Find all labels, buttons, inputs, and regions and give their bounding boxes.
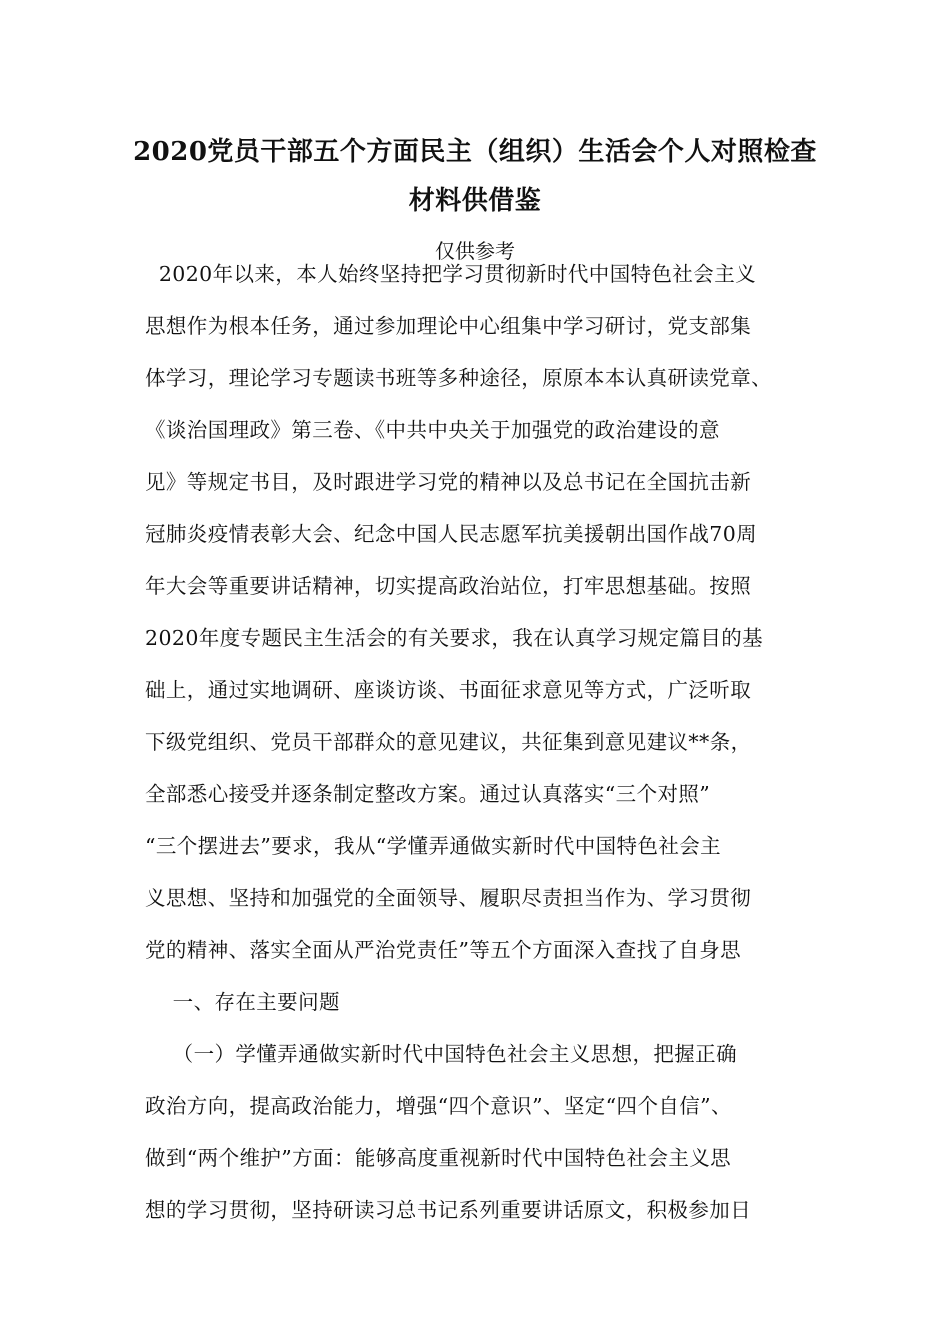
body-line: 思想作为根本任务，通过参加理论中心组集中学习研讨，党支部集 — [145, 314, 752, 338]
body-line: 2020年度专题民主生活会的有关要求，我在认真学习规定篇目的基 — [145, 626, 764, 650]
document-title-line-1: 2020党员干部五个方面民主（组织）生活会个人对照检查 — [133, 137, 817, 167]
body-line: 下级党组织、党员干部群众的意见建议，共征集到意见建议**条， — [145, 730, 752, 754]
body-line: 础上，通过实地调研、座谈访谈、书面征求意见等方式，广泛听取 — [145, 678, 752, 702]
body-line: 想的学习贯彻，坚持研读习总书记系列重要讲话原文，积极参加日 — [145, 1198, 752, 1222]
body-line: 年大会等重要讲话精神，切实提高政治站位，打牢思想基础。按照 — [145, 574, 752, 598]
section-heading: 一、存在主要问题 — [145, 990, 340, 1014]
body-line: （一）学懂弄通做实新时代中国特色社会主义思想，把握正确 — [145, 1042, 737, 1066]
body-line: 全部悉心接受并逐条制定整改方案。通过认真落实“三个对照” — [145, 782, 711, 806]
body-line: 体学习，理论学习专题读书班等多种途径，原原本本认真研读党章、 — [145, 366, 772, 390]
body-line: 《谈治国理政》第三卷、《中共中央关于加强党的政治建设的意 — [145, 418, 720, 442]
body-line: 政治方向，提高政治能力，增强“四个意识”、坚定“四个自信”、 — [145, 1094, 732, 1118]
body-line: 党的精神、落实全面从严治党责任”等五个方面深入查找了自身思 — [145, 938, 742, 962]
body-line: “三个摆进去”要求，我从“学懂弄通做实新时代中国特色社会主 — [145, 834, 722, 858]
body-line: 做到“两个维护”方面：能够高度重视新时代中国特色社会主义思 — [145, 1146, 732, 1170]
body-line: 冠肺炎疫情表彰大会、纪念中国人民志愿军抗美援朝出国作战70周 — [145, 522, 758, 546]
document-subtitle: 仅供参考 — [435, 239, 515, 263]
body-line: 2020年以来，本人始终坚持把学习贯彻新时代中国特色社会主义 — [145, 262, 757, 286]
document-title-line-2: 材料供借鉴 — [408, 186, 542, 216]
body-line: 见》等规定书目，及时跟进学习党的精神以及总书记在全国抗击新 — [145, 470, 752, 494]
body-line: 义思想、坚持和加强党的全面领导、履职尽责担当作为、学习贯彻 — [145, 886, 752, 910]
